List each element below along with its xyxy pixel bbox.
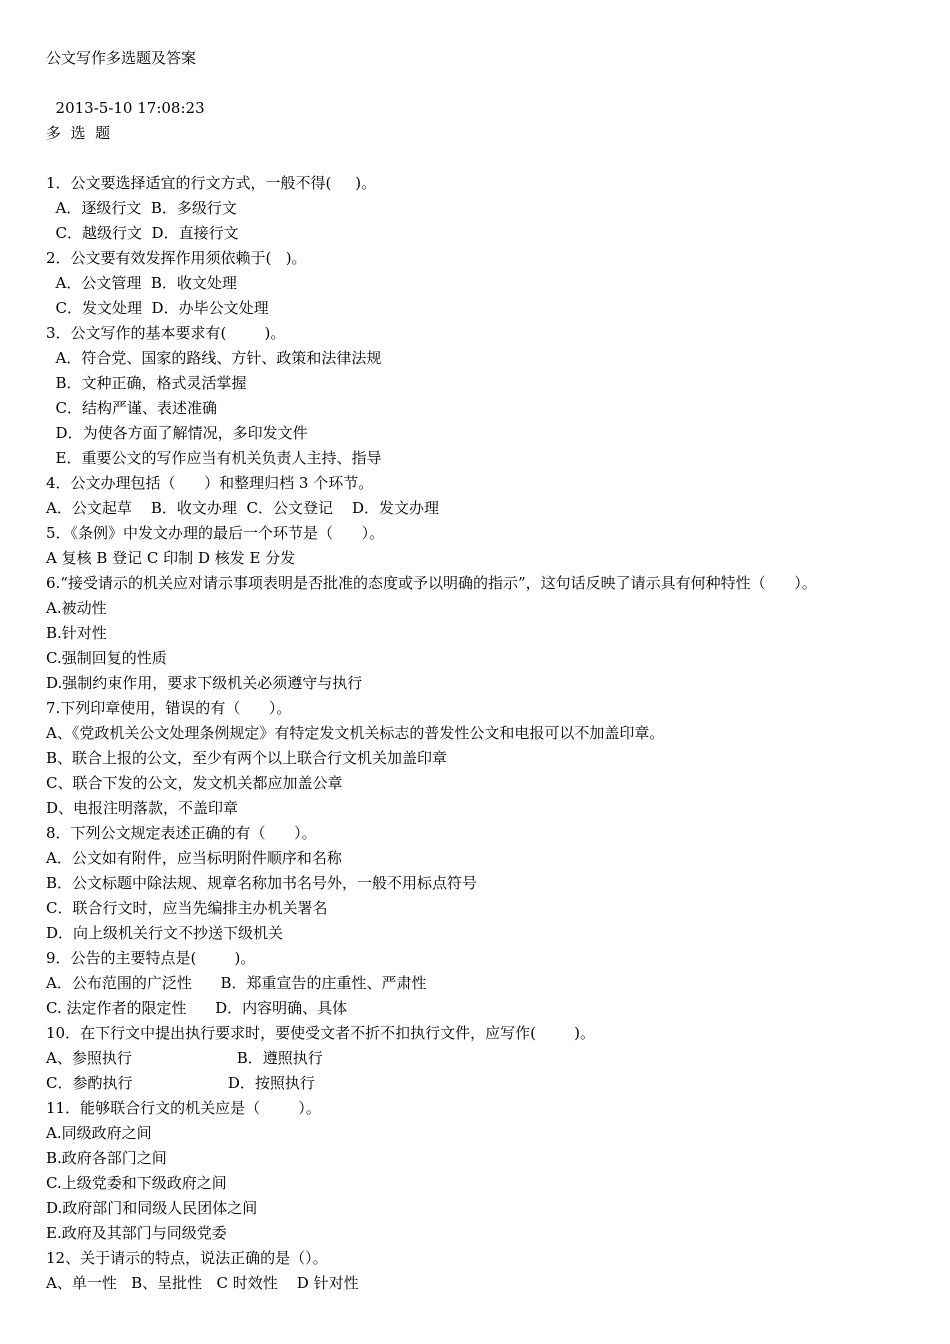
text-line: 11．能够联合行文的机关应是（ ）。	[46, 1099, 321, 1117]
text-line: 4．公文办理包括（ ）和整理归档 3 个环节。	[46, 474, 374, 492]
text-line: 1．公文要选择适宜的行文方式，一般不得( )。	[46, 174, 377, 192]
text-line: 3．公文写作的基本要求有( )。	[46, 324, 286, 342]
text-line: D.强制约束作用，要求下级机关必须遵守与执行	[46, 674, 363, 692]
text-line	[46, 71, 950, 96]
text-line: A．公文起草 B．收文办理 C．公文登记 D．发文办理	[46, 499, 440, 517]
text-line: A、《党政机关公文处理条例规定》有特定发文机关标志的普发性公文和电报可以不加盖印章。	[46, 724, 665, 742]
text-line: B.针对性	[46, 624, 107, 642]
text-line: 10．在下行文中提出执行要求时，要使受文者不折不扣执行文件，应写作( )。	[46, 1024, 595, 1042]
text-line: A.被动性	[46, 599, 107, 617]
text-line: A、参照执行 B．遵照执行	[46, 1049, 323, 1067]
text-line: A．符合党、国家的路线、方针、政策和法律法规	[46, 349, 382, 367]
document-title: 公文写作多选题及答案	[46, 49, 197, 67]
text-line: 5．《条例》中发文办理的最后一个环节是（ ）。	[46, 524, 385, 542]
text-line: 2013-5-10 17:08:23	[46, 99, 205, 117]
text-line: C.强制回复的性质	[46, 649, 167, 667]
text-line: D、电报注明落款，不盖印章	[46, 799, 239, 817]
text-line: C．越级行文 D．直接行文	[46, 224, 239, 242]
text-line: 9．公告的主要特点是( )。	[46, 949, 256, 967]
text-line: C.上级党委和下级政府之间	[46, 1174, 227, 1192]
text-line: C．联合行文时，应当先编排主办机关署名	[46, 899, 328, 917]
text-line: E．重要公文的写作应当有机关负责人主持、指导	[46, 449, 382, 467]
text-line: 7.下列印章使用，错误的有（ ）。	[46, 699, 292, 717]
text-line: C．参酌执行 D．按照执行	[46, 1074, 315, 1092]
text-line: A．逐级行文 B．多级行文	[46, 199, 237, 217]
text-line: 6.“接受请示的机关应对请示事项表明是否批准的态度或予以明确的指示”，这句话反映了请示具有何种特性（ ）。	[46, 574, 817, 592]
text-line: B、联合上报的公文，至少有两个以上联合行文机关加盖印章	[46, 749, 448, 767]
text-line: A.同级政府之间	[46, 1124, 152, 1142]
text-line: B．文种正确，格式灵活掌握	[46, 374, 247, 392]
text-line: C. 法定作者的限定性 D．内容明确、具体	[46, 999, 348, 1017]
text-line: C．发文处理 D．办毕公文处理	[46, 299, 269, 317]
text-line: 2．公文要有效发挥作用须依赖于( )。	[46, 249, 307, 267]
text-line: A．公文管理 B．收文处理	[46, 274, 237, 292]
text-line: 多 选 题	[46, 124, 111, 142]
text-line: A．公文如有附件，应当标明附件顺序和名称	[46, 849, 342, 867]
text-line: C、联合下发的公文，发文机关都应加盖公章	[46, 774, 343, 792]
text-line: A、单一性 B、呈批性 C 时效性 D 针对性	[46, 1274, 359, 1292]
text-line: 8．下列公文规定表述正确的有（ ）。	[46, 824, 317, 842]
text-line: A 复核 B 登记 C 印制 D 核发 E 分发	[46, 549, 296, 567]
text-line: B.政府各部门之间	[46, 1149, 167, 1167]
text-line: D.政府部门和同级人民团体之间	[46, 1199, 258, 1217]
text-line: A．公布范围的广泛性 B．郑重宣告的庄重性、严肃性	[46, 974, 427, 992]
text-line: D．为使各方面了解情况，多印发文件	[46, 424, 308, 442]
text-line: B．公文标题中除法规、规章名称加书名号外，一般不用标点符号	[46, 874, 478, 892]
text-line: D．向上级机关行文不抄送下级机关	[46, 924, 284, 942]
text-line: E.政府及其部门与同级党委	[46, 1224, 227, 1242]
text-line: C．结构严谨、表述准确	[46, 399, 218, 417]
text-line	[46, 146, 950, 171]
text-line: 12、关于请示的特点，说法正确的是（）。	[46, 1249, 328, 1267]
